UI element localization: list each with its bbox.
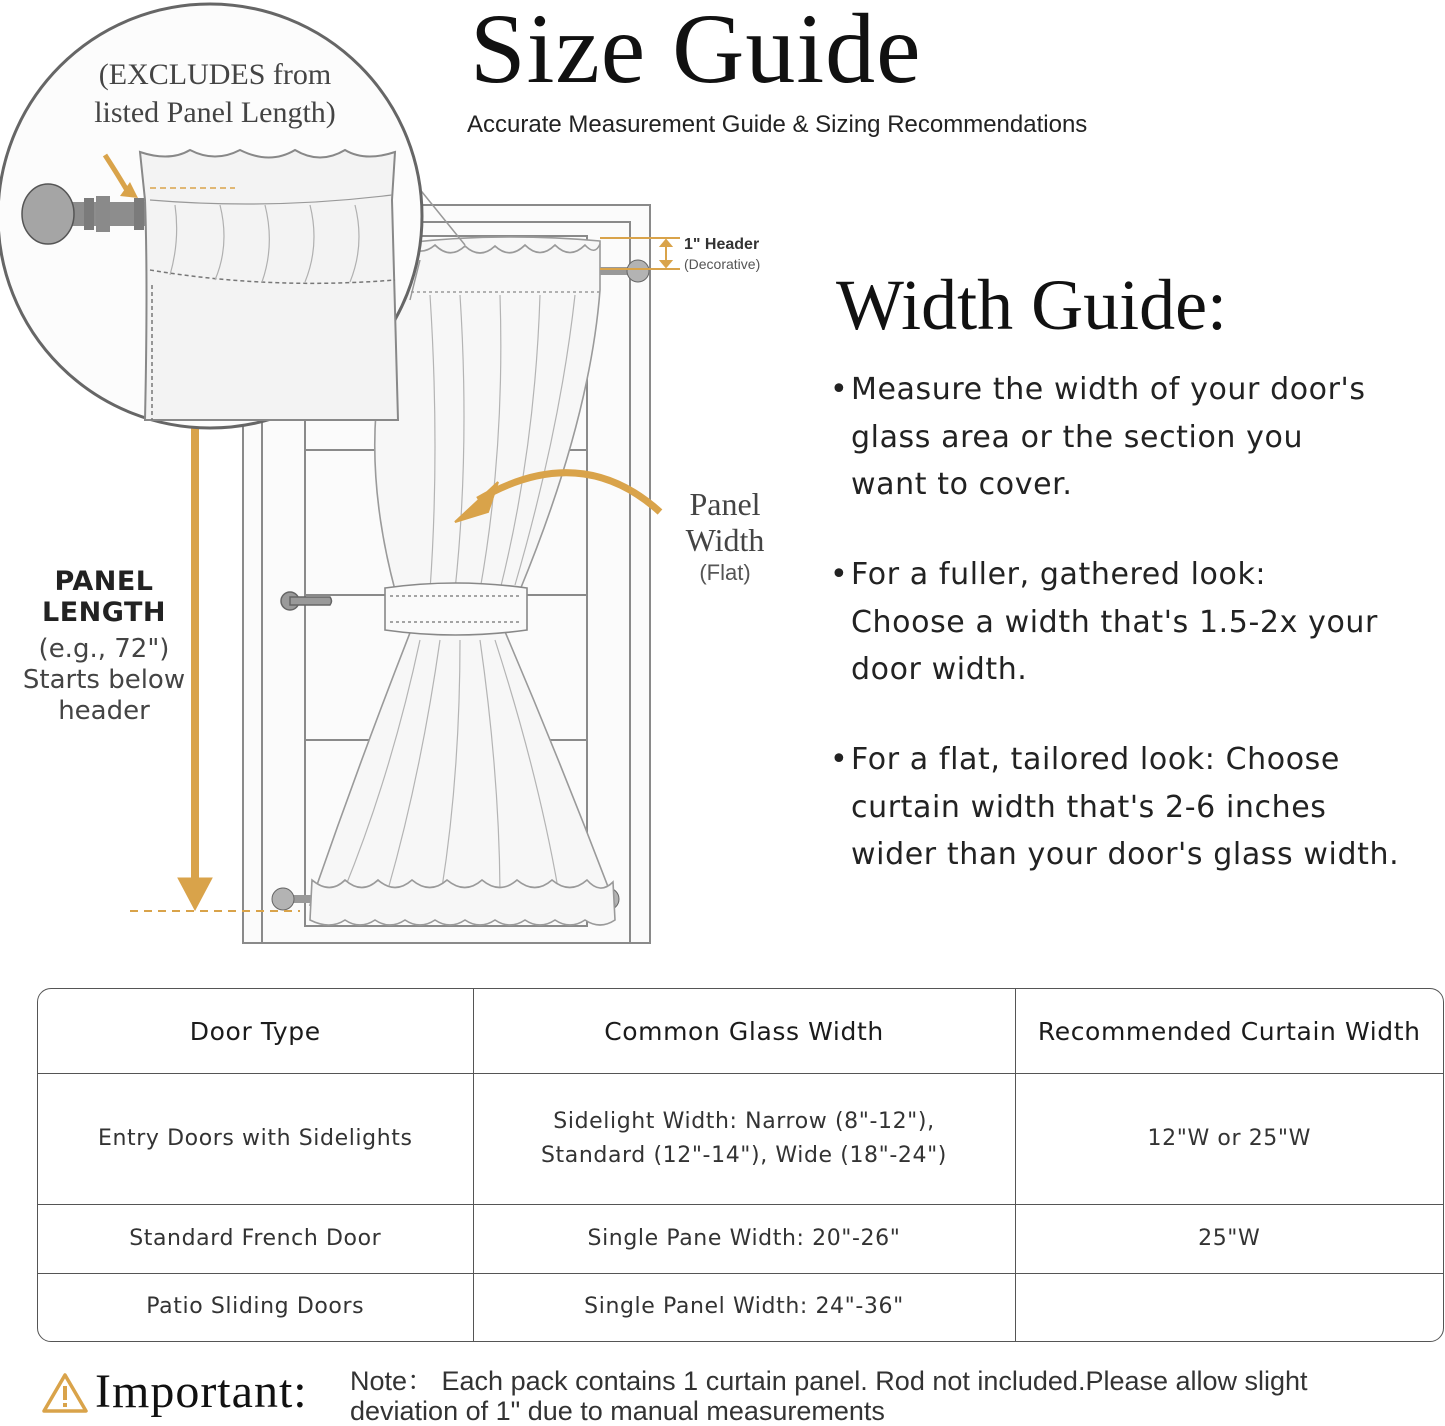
bullet-dot-icon: •	[830, 557, 849, 592]
table-cell: Single Panel Width: 24"-36"	[473, 1273, 1015, 1341]
table-row	[38, 1273, 1443, 1341]
width-guide-heading: Width Guide:	[836, 265, 1228, 345]
panel-width-label: Panel Width	[685, 486, 765, 558]
panel-length-label: PANEL LENGTH	[42, 566, 166, 628]
table-cell: 12"W or 25"W	[1015, 1074, 1443, 1205]
bullet-text: Measure the width of your door's glass area or the section you want to cover.	[851, 372, 1366, 502]
width-guide-bullet	[830, 366, 1420, 509]
table-header-row	[38, 989, 1443, 1074]
door-curtain-illustration	[0, 0, 820, 960]
table-cell: Patio Sliding Doors	[38, 1273, 473, 1341]
panel-width-sub-label: (Flat)	[699, 560, 751, 585]
page-subtitle: Accurate Measurement Guide & Sizing Recommendations	[467, 111, 1088, 138]
tieback-band	[385, 583, 527, 635]
table-row	[38, 1074, 1443, 1205]
column-header-door-type: Door Type	[38, 989, 473, 1074]
header-sub-label: (Decorative)	[684, 256, 761, 272]
width-guide-bullet	[830, 736, 1420, 879]
column-header-glass-width: Common Glass Width	[473, 989, 1015, 1074]
column-header-curtain-width: Recommended Curtain Width	[1015, 989, 1443, 1074]
width-guide-bullet	[830, 551, 1420, 694]
panel-length-description: (e.g., 72") Starts below header	[22, 634, 186, 726]
table-cell: Single Pane Width: 20"-26"	[473, 1205, 1015, 1273]
table-cell: Standard French Door	[38, 1205, 473, 1273]
bullet-text: For a fuller, gathered look: Choose a width that's 1.5-2x your door width.	[851, 557, 1378, 687]
table-row	[38, 1205, 1443, 1273]
excludes-note-label: (EXCLUDES from listed Panel Length)	[94, 58, 336, 129]
bullet-dot-icon: •	[830, 372, 849, 407]
important-note-text: Note： Each pack contains 1 curtain panel. Rod not included.Please allow slight deviation of 1" due to manual measurements	[350, 1366, 1308, 1426]
size-table	[37, 988, 1444, 1342]
important-label: Important:	[95, 1365, 308, 1418]
table-cell	[1015, 1273, 1443, 1341]
bullet-text: For a flat, tailored look: Choose curtain width that's 2-6 inches wider than your door's glass width.	[851, 742, 1400, 872]
header-label: 1" Header	[684, 236, 760, 253]
table-cell: 25"W	[1015, 1205, 1443, 1273]
table-cell: Entry Doors with Sidelights	[38, 1074, 473, 1205]
table-cell: Sidelight Width: Narrow (8"-12"), Standard (12"-14"), Wide (18"-24")	[473, 1074, 1015, 1205]
page-title: Size Guide	[470, 0, 922, 104]
warning-icon	[42, 1372, 88, 1414]
bullet-dot-icon: •	[830, 742, 849, 777]
